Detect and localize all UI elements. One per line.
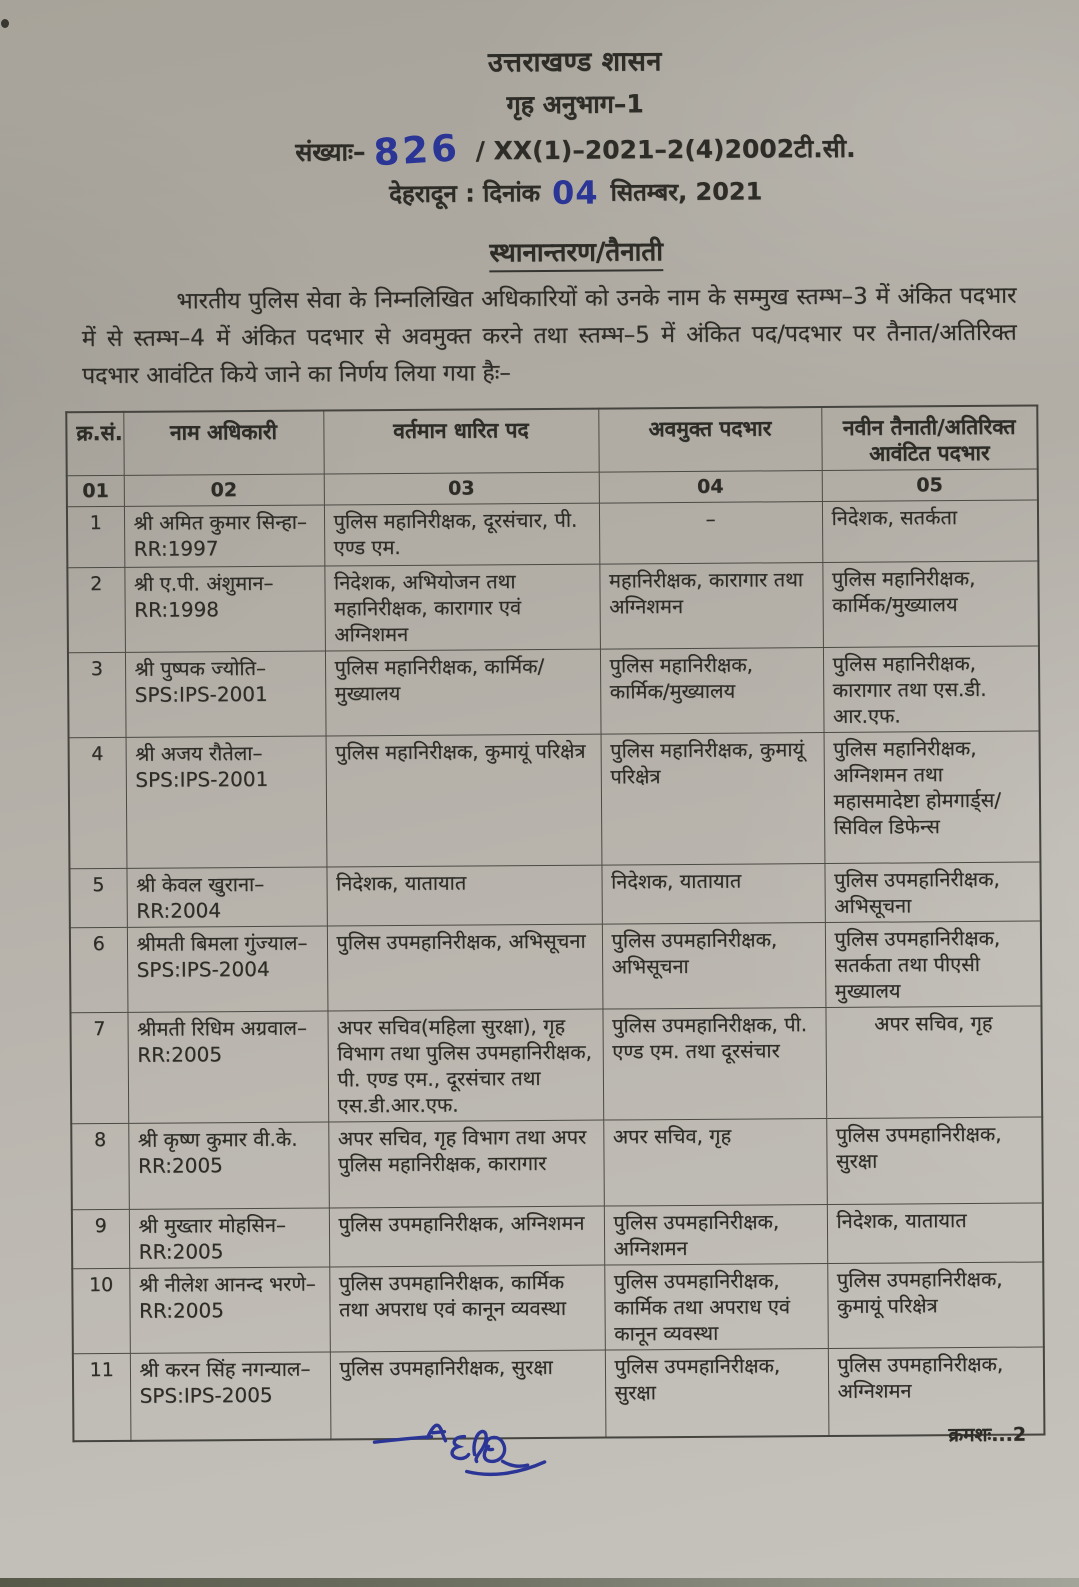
- cell-new-posting: अपर सचिव, गृह: [825, 1006, 1042, 1119]
- cell-current-post: अपर सचिव, गृह विभाग तथा अपर पुलिस महानिरीक्षक, कारागार: [328, 1120, 604, 1208]
- col-header-relieved-post: अवमुक्त पदभार: [598, 407, 821, 472]
- month-year: सितम्बर, 2021: [610, 177, 763, 207]
- cell-current-post: पुलिस महानिरीक्षक, कुमायूं परिक्षेत्र: [326, 734, 602, 867]
- cell-serial: 2: [67, 567, 125, 652]
- cell-relieved-post: पुलिस उपमहानिरीक्षक, पी. एण्ड एम. तथा दूरसंचार: [602, 1008, 826, 1121]
- letter-number-line: [95, 121, 1055, 174]
- cell-relieved-post: –: [599, 502, 822, 565]
- continuation-note: क्रमशः...2: [948, 1423, 1027, 1447]
- col-header-serial: क्र.सं.: [66, 412, 123, 476]
- letter-number-reference: / XX(1)–2021–2(4)2002टी.सी.: [475, 133, 856, 166]
- cell-current-post: पुलिस उपमहानिरीक्षक, अभिसूचना: [327, 924, 603, 1011]
- col-header-current-post: वर्तमान धारित पद: [323, 409, 598, 474]
- cell-serial: 1: [67, 506, 124, 567]
- col-header-new-posting: नवीन तैनाती/अतिरिक्त आवंटित पदभार: [821, 406, 1037, 471]
- table-header-row: [66, 406, 1037, 476]
- table-row: [69, 731, 1041, 869]
- cell-current-post: निदेशक, अभियोजन तथा महानिरीक्षक, कारागार एवं अग्निशमन: [324, 564, 600, 651]
- cell-serial: 10: [72, 1268, 130, 1353]
- table-row: [70, 1006, 1042, 1124]
- cell-current-post: पुलिस महानिरीक्षक, कार्मिक/मुख्यालय: [325, 649, 601, 736]
- cell-new-posting: पुलिस उपमहानिरीक्षक, सुरक्षा: [826, 1117, 1043, 1205]
- cell-relieved-post: पुलिस महानिरीक्षक, कुमायूं परिक्षेत्र: [601, 733, 825, 866]
- transfer-table: [65, 405, 1045, 1443]
- cell-new-posting: पुलिस महानिरीक्षक, अग्निशमन तथा महासमादेष्टा होमगार्ड्स/सिविल डिफेन्स: [824, 731, 1041, 864]
- cell-relieved-post: महानिरीक्षक, कारागार तथा अग्निशमन: [599, 563, 823, 650]
- cell-new-posting: पुलिस उपमहानिरीक्षक, अग्निशमन: [828, 1347, 1045, 1436]
- cell-relieved-post: निदेशक, यातायात: [601, 864, 824, 925]
- place-date-prefix: देहरादून : दिनांक: [389, 178, 541, 209]
- cell-current-post: पुलिस उपमहानिरीक्षक, सुरक्षा: [330, 1350, 606, 1439]
- cell-relieved-post: पुलिस उपमहानिरीक्षक, अग्निशमन: [604, 1205, 827, 1266]
- cell-officer-name: श्री अमित कुमार सिन्हा– RR:1997: [124, 505, 324, 567]
- col-number-01: 01: [67, 475, 124, 506]
- cell-relieved-post: पुलिस उपमहानिरीक्षक, अभिसूचना: [602, 923, 826, 1010]
- cell-new-posting: पुलिस उपमहानिरीक्षक, सतर्कता तथा पीएसी मुख्यालय: [825, 921, 1042, 1008]
- cell-officer-name: श्री मुख्तार मोहसिन– RR:2005: [129, 1208, 329, 1268]
- cell-new-posting: पुलिस महानिरीक्षक, कार्मिक/मुख्यालय: [822, 561, 1039, 648]
- cell-new-posting: पुलिस उपमहानिरीक्षक, कुमायूं परिक्षेत्र: [827, 1262, 1044, 1349]
- signature-ink: [369, 1415, 579, 1486]
- cell-officer-name: श्री करन सिंह नगन्याल– SPS:IPS-2005: [130, 1352, 331, 1441]
- col-header-officer-name: नाम अधिकारी: [123, 411, 323, 476]
- paper-bottom-edge: [0, 1578, 1079, 1587]
- table-row: [72, 1203, 1043, 1269]
- cell-officer-name: श्री अजय रौतेला– SPS:IPS-2001: [126, 736, 327, 868]
- cell-new-posting: निदेशक, सतर्कता: [822, 500, 1038, 563]
- cell-officer-name: श्री पुष्पक ज्योति– SPS:IPS-2001: [125, 651, 326, 737]
- table-row: [67, 500, 1038, 568]
- department-section: गृह अनुभाग–1: [506, 89, 644, 120]
- cell-serial: 7: [70, 1012, 128, 1123]
- letter-number-label: संख्याः–: [295, 137, 366, 167]
- table-body: [67, 500, 1045, 1441]
- cell-serial: 5: [69, 868, 126, 927]
- document-title: स्थानान्तरण/तैनाती: [96, 229, 1056, 272]
- cell-new-posting: पुलिस उपमहानिरीक्षक, अभिसूचना: [824, 862, 1040, 923]
- table-row: [70, 921, 1042, 1013]
- cell-current-post: निदेशक, यातायात: [326, 865, 601, 926]
- handwritten-letter-number: 826: [372, 126, 462, 175]
- government-name: उत्तराखण्ड शासन: [487, 46, 662, 79]
- cell-serial: 3: [68, 652, 126, 737]
- cell-serial: 8: [71, 1123, 129, 1209]
- table-row: [67, 561, 1039, 653]
- cell-current-post: अपर सचिव(महिला सुरक्षा), गृह विभाग तथा पुलिस उपमहानिरीक्षक, पी. एण्ड एम., दूरसंचार तथा एस.डी.आर.एफ.: [327, 1009, 603, 1122]
- cell-officer-name: श्रीमती बिमला गुंज्याल– SPS:IPS-2004: [127, 926, 328, 1012]
- letterhead: [94, 0, 1055, 212]
- intro-paragraph: भारतीय पुलिस सेवा के निम्नलिखित अधिकारियों को उनके नाम के सम्मुख स्तम्भ–3 में अंकित पदभार में से स्तम्भ–4 में अंकित पदभार से अवमुक्त करने तथा स्तम्भ–5 में अंकित पद/पदभार पर तैनात/अतिरिक्त पदभार आवंटित किये जाने का निर्णय लिया गया हैः–: [81, 282, 1017, 390]
- cell-relieved-post: अपर सचिव, गृह: [603, 1119, 827, 1207]
- col-number-03: 03: [324, 472, 599, 505]
- table-row: [69, 862, 1040, 928]
- cell-officer-name: श्री केवल खुराना– RR:2004: [126, 867, 326, 927]
- table-row: [72, 1262, 1044, 1354]
- cell-relieved-post: पुलिस महानिरीक्षक, कार्मिक/मुख्यालय: [600, 648, 824, 735]
- table-row: [71, 1117, 1043, 1210]
- cell-relieved-post: पुलिस उपमहानिरीक्षक, सुरक्षा: [605, 1349, 829, 1438]
- place-date-line: [96, 167, 1056, 212]
- cell-new-posting: पुलिस महानिरीक्षक, कारागार तथा एस.डी. आर.एफ.: [823, 646, 1040, 733]
- cell-current-post: पुलिस उपमहानिरीक्षक, कार्मिक तथा अपराध एवं कानून व्यवस्था: [329, 1265, 605, 1352]
- cell-officer-name: श्रीमती रिधिम अग्रवाल– RR:2005: [127, 1011, 328, 1123]
- cell-officer-name: श्री नीलेश आनन्द भरणे– RR:2005: [129, 1267, 330, 1353]
- cell-serial: 9: [72, 1209, 129, 1268]
- cell-current-post: पुलिस महानिरीक्षक, दूरसंचार, पी. एण्ड एम.: [324, 503, 599, 566]
- cell-relieved-post: पुलिस उपमहानिरीक्षक, कार्मिक तथा अपराध एवं कानून व्यवस्था: [604, 1264, 828, 1351]
- table-row: [68, 646, 1040, 738]
- table-head: [66, 406, 1038, 507]
- cell-serial: 6: [70, 927, 128, 1012]
- signature-scribble: [369, 1415, 580, 1490]
- handwritten-date: 04: [551, 173, 599, 212]
- cell-officer-name: श्री ए.पी. अंशुमान– RR:1998: [124, 566, 325, 652]
- cell-current-post: पुलिस उपमहानिरीक्षक, अग्निशमन: [329, 1206, 604, 1267]
- cell-officer-name: श्री कृष्ण कुमार वी.के. RR:2005: [128, 1122, 329, 1209]
- col-number-04: 04: [599, 471, 822, 504]
- col-number-05: 05: [822, 469, 1038, 502]
- cell-serial: 11: [73, 1353, 131, 1441]
- cell-serial: 4: [69, 737, 127, 868]
- col-number-02: 02: [124, 474, 324, 506]
- cell-new-posting: निदेशक, यातायात: [827, 1203, 1043, 1264]
